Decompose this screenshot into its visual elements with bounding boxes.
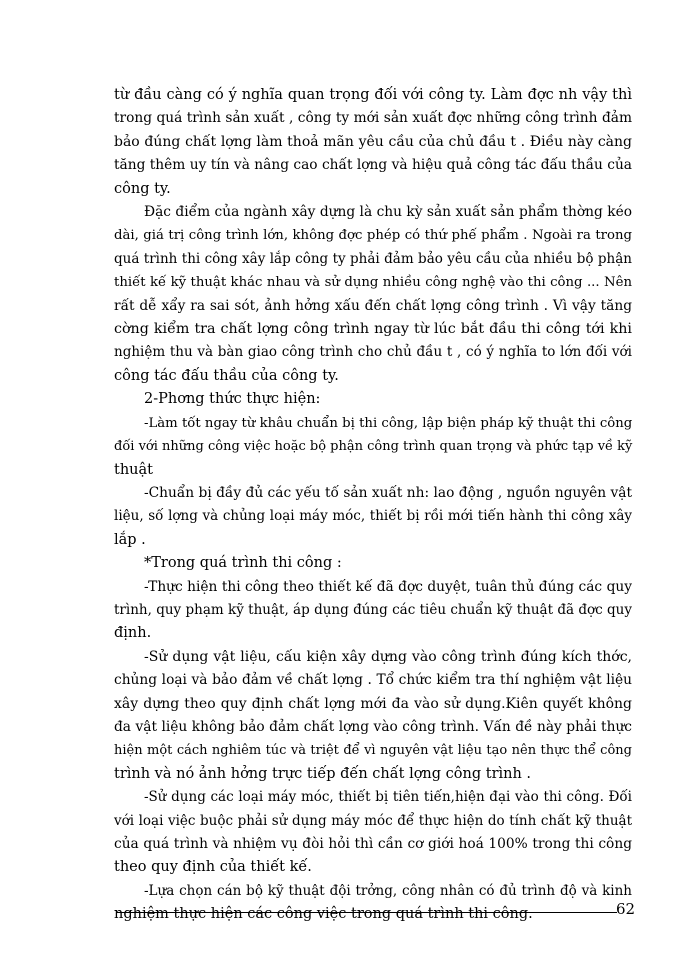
text-line: rất dễ xẩy ra sai sót, ảnh hởng xấu đến chất lợng công trình . Vì vậy tăng <box>114 297 632 314</box>
text-line: xây dựng theo quy định chất lợng mới đa vào sử dụng.Kiên quyết không <box>114 695 632 712</box>
text-line: trình và nó ảnh hởng trực tiếp đến chất lợng công trình . <box>114 765 532 782</box>
text-line: liệu, số lợng và chủng loại máy móc, thiết bị rồi mới tiến hành thi công xây <box>114 508 632 525</box>
paragraph <box>114 786 632 880</box>
text-line: *Trong quá trình thi công : <box>144 555 342 572</box>
text-line: trình, quy phạm kỹ thuật, áp dụng đúng các tiêu chuẩn kỹ thuật đã đợc quy <box>114 601 632 618</box>
text-line: đa vật liệu không bảo đảm chất lợng vào công trình. Vấn đề này phải thực <box>114 718 632 735</box>
text-line: công tác đấu thầu của công ty. <box>114 367 339 384</box>
text-line: -Làm tốt ngay từ khâu chuẩn bị thi công, lập biện pháp kỹ thuật thi công <box>144 415 633 431</box>
text-line: trong quá trình sản xuất , công ty mới sản xuất đợc những công trình đảm <box>114 110 632 127</box>
text-line: đối với những công việc hoặc bộ phận công trình quan trọng và phức tạp về kỹ <box>114 439 633 455</box>
paragraph <box>114 552 632 575</box>
text-line: nghiệm thực hiện các công việc trong quá trình thi công. <box>114 906 533 923</box>
text-line: cờng kiểm tra chất lợng công trình ngay từ lúc bắt đầu thi công tới khi <box>114 321 632 338</box>
paragraph <box>114 646 632 786</box>
text-line: Đặc điểm của ngành xây dựng là chu kỳ sản xuất sản phẩm thờng kéo <box>144 204 632 221</box>
page-number: 62 <box>616 900 636 918</box>
text-line: theo quy định của thiết kế. <box>114 859 312 876</box>
text-line: -Sử dụng vật liệu, cấu kiện xây dựng vào công trình đúng kích thớc, <box>144 648 632 665</box>
text-line: hiện một cách nghiêm túc và triệt để vì nguyên vật liệu tạo nên thực thể công <box>114 743 632 759</box>
text-line: từ đầu càng có ý nghĩa quan trọng đối với công ty. Làm đợc nh vậy thì <box>114 87 632 103</box>
text-line: chủng loại và bảo đảm về chất lợng . Tổ chức kiểm tra thí nghiệm vật liệu <box>114 672 632 689</box>
text-line: -Thực hiện thi công theo thiết kế đã đợc duyệt, tuân thủ đúng các quy <box>144 578 632 595</box>
paragraph <box>114 576 632 646</box>
text-line: thuật <box>114 461 153 478</box>
paragraph <box>114 412 632 482</box>
text-line: -Chuẩn bị đầy đủ các yếu tố sản xuất nh: lao động , nguồn nguyên vật <box>144 484 632 501</box>
text-line: công ty. <box>114 180 171 197</box>
paragraph <box>114 388 632 411</box>
text-line: -Sử dụng các loại máy móc, thiết bị tiên tiến,hiện đại vào thi công. Đối <box>144 789 632 806</box>
text-line: quá trình thi công xây lắp công ty phải đảm bảo yêu cầu của nhiều bộ phận <box>114 250 632 267</box>
paragraph <box>114 84 632 201</box>
text-line: 2-Phơng thức thực hiện: <box>144 391 321 408</box>
text-line: thiết kế kỹ thuật khác nhau và sử dụng nhiều công nghệ vào thi công ... Nên <box>114 275 632 291</box>
text-line: định. <box>114 625 152 642</box>
paragraph <box>114 201 632 388</box>
text-line: của quá trình và nhiệm vụ đòi hỏi thì cần cơ giới hoá 100% trong thi công <box>114 836 632 852</box>
document-body <box>114 84 632 927</box>
text-line: dài, giá trị công trình lớn, không đợc phép có thứ phế phẩm . Ngoài ra trong <box>114 228 632 244</box>
footer-divider <box>117 912 617 913</box>
text-line: lắp . <box>114 531 146 548</box>
text-line: -Lựa chọn cán bộ kỹ thuật đội trởng, công nhân có đủ trình độ và kinh <box>144 882 632 899</box>
paragraph <box>114 880 632 927</box>
text-line: với loại việc buộc phải sử dụng máy móc để thực hiện do tính chất kỹ thuật <box>114 812 632 829</box>
paragraph <box>114 482 632 552</box>
text-line: bảo đúng chất lợng làm thoả mãn yêu cầu của chủ đầu t . Điều này càng <box>114 133 632 150</box>
text-line: tăng thêm uy tín và nâng cao chất lợng và hiệu quả công tác đấu thầu của <box>114 157 632 174</box>
text-line: nghiệm thu và bàn giao công trình cho chủ đầu t , có ý nghĩa to lớn đối với <box>114 344 632 361</box>
